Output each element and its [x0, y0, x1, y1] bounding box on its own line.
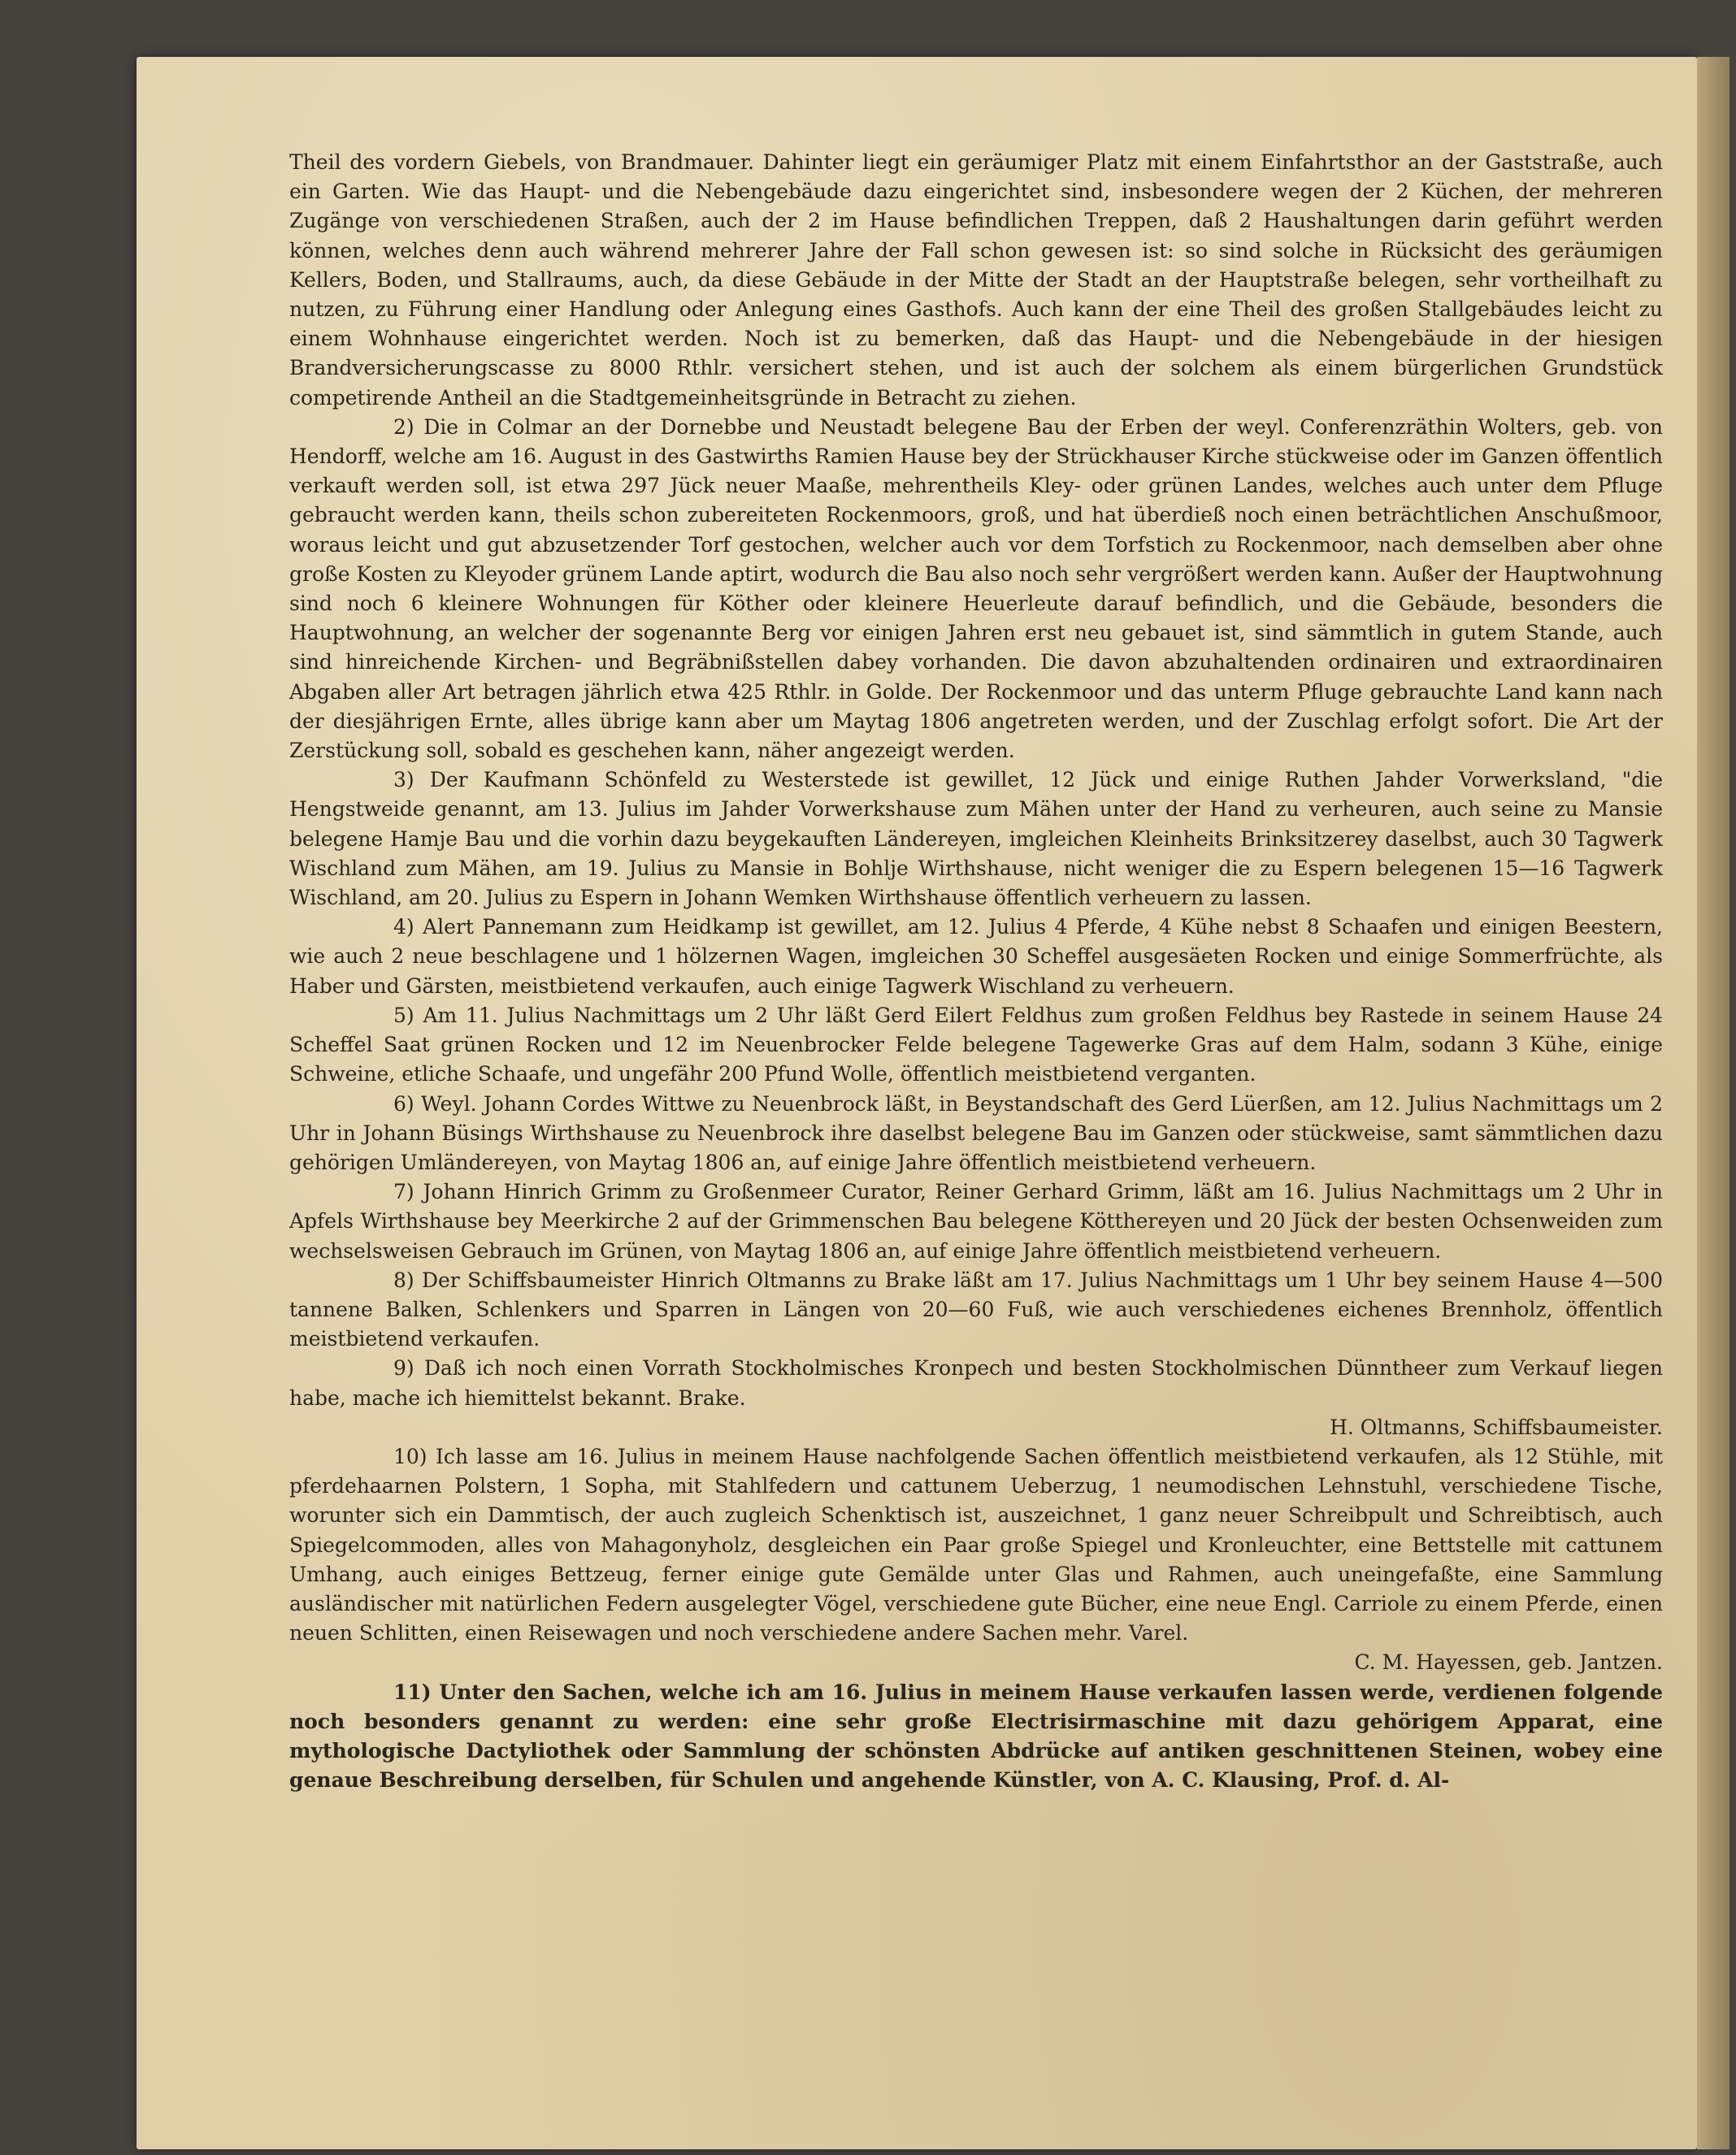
paragraph-9 — [289, 1354, 1663, 1442]
paragraph-11: 11) Unter den Sachen, welche ich am 16. Julius in meinem Hause verkaufen lassen werde, verdienen folgende noch besonders genannt zu werden: eine sehr große Electrisirmaschine mit dazu gehörigem Apparat, eine mythologische Dactyliothek oder Sammlung der schönsten Abdrücke auf antiken geschnittenen Steinen, wobey eine genaue Beschreibung derselben, für Schulen und angehende Künstler, von A. C. Klausing, Prof. d. Al- — [289, 1680, 1663, 1793]
paragraph-4: 4) Alert Pannemann zum Heidkamp ist gewillet, am 12. Julius 4 Pferde, 4 Kühe nebst 8 Schaafen und einigen Beestern, wie auch 2 neue beschlagene und 1 hölzernen Wagen, imgleichen 30 Scheffel ausgesäeten Rocken und einige Sommerfrüchte, als Haber und Gärsten, meistbietend verkaufen, auch einige Tagwerk Wischland zu verheuern. — [289, 915, 1663, 998]
paragraph-continuation: Theil des vordern Giebels, von Brandmauer. Dahinter liegt ein geräumiger Platz mit einem Einfahrtsthor an der Gaststraße, auch ein Garten. Wie das Haupt- und die Nebengebäude dazu eingerichtet sind, insbesondere wegen der 2 Küchen, der mehreren Zugänge von verschiedenen Straßen, auch der 2 im Hause befindlichen Treppen, daß 2 Haushaltungen darin geführt werden können, welches denn auch während mehrerer Jahre der Fall schon gewesen ist: so sind solche in Rücksicht des geräumigen Kellers, Boden, und Stallraums, auch, da diese Gebäude in der Mitte der Stadt an der Hauptstraße belegen, sehr vortheilhaft zu nutzen, zu Führung einer Handlung oder Anlegung eines Gasthofs. Auch kann der eine Theil des großen Stallgebäudes leicht zu einem Wohnhause eingerichtet werden. Noch ist zu bemerken, daß das Haupt- und die Nebengebäude in der hiesigen Brandversicherungscasse zu 8000 Rthlr. versichert stehen, und ist auch der solchem als einem bürgerlichen Grundstück competirende Antheil an die Stadtgemeinheitsgründe in Betracht zu ziehen. — [289, 150, 1663, 410]
paragraph-3: 3) Der Kaufmann Schönfeld zu Westerstede ist gewillet, 12 Jück und einige Ruthen Jahder Vorwerksland, "die Hengstweide genannt, am 13. Julius im Jahder Vorwerkshause zum Mähen unter der Hand zu verheuren, auch seine zu Mansie belegene Hamje Bau und die vorhin dazu beygekauften Ländereyen, imgleichen Kleinheits Brinksitzerey daselbst, auch 30 Tagwerk Wischland zum Mähen, am 19. Julius zu Mansie in Bohlje Wirthshause, nicht weniger die zu Espern belegenen 15—16 Tagwerk Wischland, am 20. Julius zu Espern in Johann Wemken Wirthshause öffentlich verheuern zu lassen. — [289, 768, 1663, 910]
paragraph-10 — [289, 1442, 1663, 1678]
paragraph-5: 5) Am 11. Julius Nachmittags um 2 Uhr läßt Gerd Eilert Feldhus zum großen Feldhus bey Rastede in seinem Hause 24 Scheffel Saat grünen Rocken und 12 im Neuenbrocker Felde belegene Tagewerke Gras auf dem Halm, sodann 3 Kühe, einige Schweine, etliche Schaafe, und ungefähr 200 Pfund Wolle, öffentlich meistbietend verganten. — [289, 1003, 1663, 1086]
document-body — [289, 148, 1663, 1795]
paragraph-7: 7) Johann Hinrich Grimm zu Großenmeer Curator, Reiner Gerhard Grimm, läßt am 16. Julius Nachmittags um 2 Uhr in Apfels Wirthshause bey Meerkirche 2 auf der Grimmenschen Bau belegene Kötthereyen und 20 Jück der besten Ochsenweiden zum wechselsweisen Gebrauch im Grünen, von Maytag 1806 an, auf einige Jahre öffentlich meistbietend verheuern. — [289, 1180, 1663, 1263]
paragraph-9-text: 9) Daß ich noch einen Vorrath Stockholmisches Kronpech und besten Stockholmischen Dünntheer zum Verkauf liegen habe, mache ich hiemittelst bekannt. Brake. — [289, 1356, 1663, 1410]
paragraph-6: 6) Weyl. Johann Cordes Wittwe zu Neuenbrock läßt, in Beystandschaft des Gerd Lüerßen, am 12. Julius Nachmittags um 2 Uhr in Johann Büsings Wirthshause zu Neuenbrock ihre daselbst belegene Bau im Ganzen oder stückweise, samt sämmtlichen dazu gehörigen Umländereyen, von Maytag 1806 an, auf einige Jahre öffentlich meistbietend verheuern. — [289, 1091, 1663, 1174]
paragraph-2: 2) Die in Colmar an der Dornebbe und Neustadt belegene Bau der Erben der weyl. Conferenzräthin Wolters, geb. von Hendorff, welche am 16. August in des Gastwirths Ramien Hause bey der Strückhauser Kirche stückweise oder im Ganzen öffentlich verkauft werden soll, ist etwa 297 Jück neuer Maaße, mehrentheils Kley- oder grünen Landes, welches auch unter dem Pfluge gebraucht werden kann, theils schon zubereiteten Rockenmoors, groß, und hat überdieß noch einen beträchtlichen Anschußmoor, woraus leicht und gut abzusetzender Torf gestochen, welcher auch vor dem Torfstich zu Rockenmoor, nach demselben aber ohne große Kosten zu Kleyoder grünem Lande aptirt, wodurch die Bau also noch sehr vergrößert werden kann. Außer der Hauptwohnung sind noch 6 kleinere Wohnungen für Köther oder kleinere Heuerleute darauf befindlich, und die Gebäude, besonders die Hauptwohnung, an welcher der sogenannte Berg vor einigen Jahren erst neu gebauet ist, sind sämmtlich in gutem Stande, auch sind hinreichende Kirchen- und Begräbnißstellen dabey vorhanden. Die davon abzuhaltenden ordinairen und extraordinairen Abgaben aller Art betragen jährlich etwa 425 Rthlr. in Golde. Der Rockenmoor und das unterm Pfluge gebrauchte Land kann nach der diesjährigen Ernte, alles übrige kann aber um Maytag 1806 angetreten werden, und der Zuschlag erfolgt sofort. Die Art der Zerstückung soll, sobald es geschehen kann, näher angezeigt werden. — [289, 414, 1663, 763]
page-edge — [1697, 57, 1729, 2149]
signature-hayessen: C. M. Hayessen, geb. Jantzen. — [1354, 1650, 1663, 1675]
paragraph-8: 8) Der Schiffsbaumeister Hinrich Oltmanns zu Brake läßt am 17. Julius Nachmittags um 1 Uhr bey seinem Hause 4—500 tannene Balken, Schlenkers und Sparren in Längen von 20—60 Fuß, wie auch verschiedenes eichenes Brennholz, öffentlich meistbietend verkaufen. — [289, 1268, 1663, 1351]
signature-oltmanns: H. Oltmanns, Schiffsbaumeister. — [1330, 1415, 1663, 1439]
paragraph-10-text: 10) Ich lasse am 16. Julius in meinem Hause nachfolgende Sachen öffentlich meistbietend verkaufen, als 12 Stühle, mit pferdehaarnen Polstern, 1 Sopha, mit Stahlfedern und cattunem Ueberzug, 1 neumodischen Lehnstuhl, verschiedene Tische, worunter sich ein Dammtisch, der auch zugleich Schenktisch ist, auszeichnet, 1 ganz neuer Schreibpult und Schreibtisch, auch Spiegelcommoden, alles von Mahagonyholz, desgleichen ein Paar große Spiegel und Kronleuchter, eine Bettstelle mit cattunem Umhang, auch einiges Bettzeug, ferner einige gute Gemälde unter Glas und Rahmen, auch uneingefaßte, eine Sammlung ausländischer mit natürlichen Federn ausgelegter Vögel, verschiedene gute Bücher, eine neue Engl. Carriole zu einem Pferde, einen neuen Schlitten, einen Reisewagen und noch verschiedene andere Sachen mehr. Varel. — [289, 1444, 1663, 1646]
